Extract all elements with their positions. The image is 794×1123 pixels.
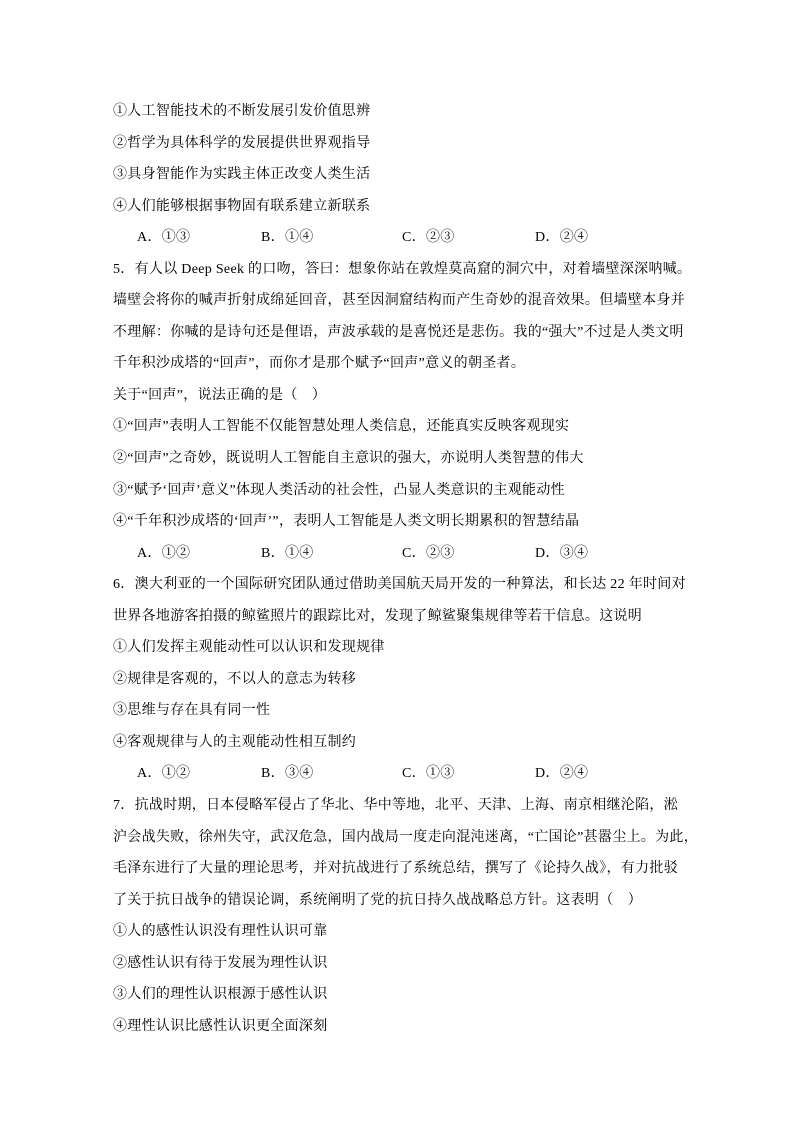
q7-stem-line-3: 毛泽东进行了大量的理论思考，并对抗战进行了系统总结，撰写了《论持久战》，有力批驳 bbox=[113, 861, 678, 877]
q7-statement-2: ②感性认识有待于发展为理性认识 bbox=[113, 955, 328, 971]
q4-option-b: B．①④ bbox=[261, 230, 314, 246]
q4-statement-4: ④人们能够根据事物固有联系建立新联系 bbox=[113, 198, 371, 214]
q6-stem-line-2: 世界各地游客拍摄的鲸鲨照片的跟踪比对，发现了鲸鲨聚集规律等若干信息。这说明 bbox=[113, 608, 643, 624]
q4-option-d: D．②④ bbox=[535, 230, 589, 246]
q6-option-d: D．②④ bbox=[535, 766, 589, 782]
q5-statement-2: ②“回声”之奇妙，既说明人工智能自主意识的强大，亦说明人类智慧的伟大 bbox=[113, 451, 584, 467]
q5-option-c: C．②③ bbox=[402, 545, 455, 561]
q4-option-a: A．①③ bbox=[137, 230, 191, 246]
q5-option-a: A．①② bbox=[137, 545, 191, 561]
q5-options-row bbox=[113, 538, 687, 570]
q6-statement-1: ①人们发挥主观能动性可以认识和发现规律 bbox=[113, 640, 385, 656]
q5-statement-4: ④“千年积沙成塔的‘回声’”，表明人工智能是人类文明长期累积的智慧结晶 bbox=[113, 514, 580, 530]
q7-stem-line-1: 7．抗战时期，日本侵略军侵占了华北、华中等地，北平、天津、上海、南京相继沦陷，淞 bbox=[113, 798, 678, 814]
q6-stem-line-1: 6．澳大利亚的一个国际研究团队通过借助美国航天局开发的一种算法，和长达 22 年时间对 bbox=[113, 577, 686, 593]
q7-statement-4: ④理性认识比感性认识更全面深刻 bbox=[113, 1018, 328, 1034]
q5-stem-line-1: 5．有人以 Deep Seek 的口吻，答曰：想象你站在敦煌莫高窟的洞穴中，对着墙壁深深呐喊。 bbox=[113, 261, 692, 277]
q6-options-row bbox=[113, 758, 687, 790]
q6-option-b: B．③④ bbox=[261, 766, 314, 782]
q4-option-c: C．②③ bbox=[402, 230, 455, 246]
q5-statement-3: ③“赋予‘回声’意义”体现人类活动的社会性，凸显人类意识的主观能动性 bbox=[113, 482, 565, 498]
q5-prompt: 关于“回声”，说法正确的是（ ） bbox=[113, 387, 327, 403]
q5-option-b: B．①④ bbox=[261, 545, 314, 561]
q7-statement-1: ①人的感性认识没有理性认识可靠 bbox=[113, 924, 328, 940]
q6-statement-3: ③思维与存在具有同一性 bbox=[113, 703, 271, 719]
q4-options-row bbox=[113, 222, 687, 254]
q5-stem-line-3: 不理解：你喊的是诗句还是俚语，声波承载的是喜悦还是悲伤。我的“强大”不过是人类文明 bbox=[113, 324, 684, 340]
q4-statement-3: ③具身智能作为实践主体正改变人类生活 bbox=[113, 167, 371, 183]
q7-stem-line-2: 沪会战失败，徐州失守，武汉危急，国内战局一度走向混沌迷离，“亡国论”甚嚣尘上。为此， bbox=[113, 829, 699, 845]
q5-statement-1: ①“回声”表明人工智能不仅能智慧处理人类信息，还能真实反映客观现实 bbox=[113, 419, 570, 435]
q4-statement-2: ②哲学为具体科学的发展提供世界观指导 bbox=[113, 135, 371, 151]
q6-option-a: A．①② bbox=[137, 766, 191, 782]
q7-stem-line-4: 了关于抗日战争的错误论调，系统阐明了党的抗日持久战战略总方针。这表明（ ） bbox=[113, 892, 643, 908]
q6-option-c: C．①③ bbox=[402, 766, 455, 782]
exam-content bbox=[113, 96, 699, 1042]
q6-statement-2: ②规律是客观的，不以人的意志为转移 bbox=[113, 671, 357, 687]
q5-stem-line-4: 千年积沙成塔的“回声”，而你才是那个赋予“回声”意义的朝圣者。 bbox=[113, 356, 526, 372]
q7-statement-3: ③人们的理性认识根源于感性认识 bbox=[113, 987, 328, 1003]
q5-stem-line-2: 墙壁会将你的喊声折射成绵延回音，甚至因洞窟结构而产生奇妙的混音效果。但墙壁本身并 bbox=[113, 293, 685, 309]
q5-option-d: D．③④ bbox=[535, 545, 589, 561]
q4-statement-1: ①人工智能技术的不断发展引发价值思辨 bbox=[113, 104, 371, 119]
q6-statement-4: ④客观规律与人的主观能动性相互制约 bbox=[113, 734, 357, 750]
